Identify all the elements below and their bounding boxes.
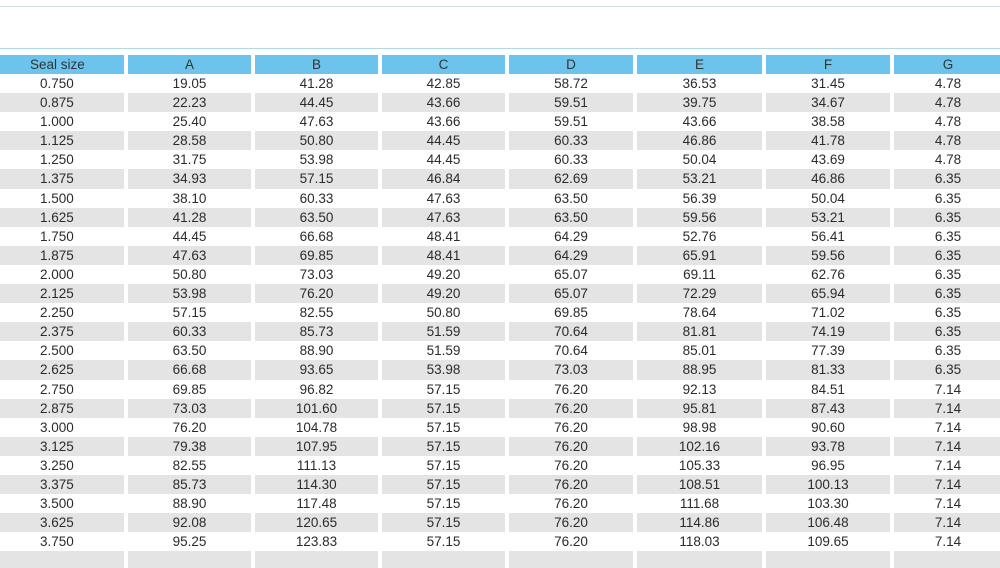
- dimension-cell: 6.35: [894, 208, 1000, 227]
- dimension-cell: 108.51: [637, 475, 762, 494]
- dimension-cell: 53.21: [637, 169, 762, 188]
- dimension-cell: 19.05: [172, 76, 207, 91]
- table-row: [0, 380, 1000, 399]
- dimension-cell: 4.78: [934, 76, 962, 91]
- header-d: D: [509, 55, 633, 74]
- dimension-cell: 50.04: [811, 190, 845, 206]
- dimension-cell: 73.03: [299, 266, 334, 282]
- dimension-cell: 76.20: [509, 513, 633, 532]
- table-row: [0, 494, 1000, 513]
- seal-size-cell: 2.250: [40, 305, 74, 321]
- dimension-cell: 7.14: [894, 475, 1000, 494]
- dimension-cell: 25.40: [172, 114, 207, 130]
- dimension-cell: 60.33: [509, 131, 633, 150]
- dimension-cell: 4.78: [894, 93, 1000, 112]
- dimension-cell: 77.39: [811, 343, 845, 359]
- table-row-empty: [0, 551, 1000, 568]
- dimension-cell: 59.56: [637, 208, 762, 227]
- table-row: [0, 112, 1000, 131]
- dimension-cell: 4.78: [934, 152, 962, 168]
- seal-size-cell: 0.875: [0, 93, 124, 112]
- dimension-cell: 44.45: [255, 93, 378, 112]
- dimension-cell: 4.78: [894, 131, 1000, 150]
- dimension-cell: 63.50: [255, 208, 378, 227]
- dimension-cell: 28.58: [128, 131, 251, 150]
- table-row: [0, 532, 1000, 551]
- table-row: [0, 437, 1000, 456]
- table-cell: [637, 551, 762, 568]
- dimension-cell: 63.50: [172, 343, 207, 359]
- seal-size-cell: 3.500: [40, 496, 74, 512]
- seal-size-cell: 1.125: [0, 131, 124, 150]
- seal-size-cell: 3.125: [0, 437, 124, 456]
- table-cell: [894, 551, 1000, 568]
- table-cell: [766, 551, 890, 568]
- dimension-cell: 44.45: [382, 131, 505, 150]
- table-row: [0, 169, 1000, 188]
- seal-size-cell: 1.375: [0, 169, 124, 188]
- dimension-cell: 96.82: [299, 381, 334, 397]
- dimension-cell: 57.15: [426, 419, 461, 435]
- seal-size-cell: 1.625: [0, 208, 124, 227]
- dimension-cell: 6.35: [894, 246, 1000, 265]
- table-cell: [509, 551, 633, 568]
- header-a: A: [128, 55, 251, 74]
- dimension-cell: 101.60: [255, 399, 378, 418]
- dimension-cell: 88.90: [172, 496, 207, 512]
- dimension-cell: 103.30: [807, 496, 849, 512]
- table-row: [0, 475, 1000, 494]
- dimension-cell: 31.75: [172, 152, 207, 168]
- dimension-cell: 7.14: [894, 513, 1000, 532]
- dimension-cell: 59.51: [509, 93, 633, 112]
- seal-size-cell: 2.875: [0, 399, 124, 418]
- dimension-cell: 46.84: [382, 169, 505, 188]
- dimension-cell: 56.39: [682, 190, 717, 206]
- seal-size-cell: 3.625: [0, 513, 124, 532]
- seal-size-cell: 2.125: [0, 284, 124, 303]
- table-row: [0, 150, 1000, 169]
- dimension-cell: 50.04: [682, 152, 717, 168]
- dimension-cell: 76.20: [554, 496, 588, 512]
- dimension-cell: 105.33: [678, 457, 721, 473]
- dimension-cell: 95.25: [172, 534, 207, 550]
- dimension-cell: 6.35: [934, 228, 962, 244]
- dimension-cell: 88.95: [637, 360, 762, 379]
- dimension-cell: 64.29: [509, 246, 633, 265]
- table-row: [0, 131, 1000, 150]
- dimension-cell: 69.85: [172, 381, 207, 397]
- table-row: [0, 227, 1000, 246]
- dimension-cell: 76.20: [509, 399, 633, 418]
- dimension-cell: 38.58: [811, 114, 845, 130]
- dimension-cell: 98.98: [682, 419, 717, 435]
- dimension-cell: 44.45: [426, 152, 461, 168]
- dimension-cell: 7.14: [934, 381, 962, 397]
- table-row: [0, 513, 1000, 532]
- dimension-cell: 69.85: [255, 246, 378, 265]
- table-row: [0, 74, 1000, 93]
- dimension-cell: 43.69: [811, 152, 845, 168]
- dimension-cell: 62.69: [509, 169, 633, 188]
- dimension-cell: 85.73: [128, 475, 251, 494]
- dimension-cell: 71.02: [811, 305, 845, 321]
- dimension-cell: 47.63: [382, 208, 505, 227]
- dimension-cell: 53.98: [299, 152, 334, 168]
- dimension-cell: 47.63: [128, 246, 251, 265]
- dimension-cell: 47.63: [299, 114, 334, 130]
- dimension-cell: 76.20: [554, 534, 588, 550]
- dimension-cell: 57.15: [426, 534, 461, 550]
- dimension-cell: 104.78: [295, 419, 338, 435]
- header-c: C: [382, 55, 505, 74]
- dimension-cell: 53.98: [382, 360, 505, 379]
- dimension-cell: 42.85: [426, 76, 461, 91]
- header-f: F: [766, 55, 890, 74]
- dimension-cell: 74.19: [766, 322, 890, 341]
- dimension-cell: 59.56: [766, 246, 890, 265]
- dimension-cell: 47.63: [426, 190, 461, 206]
- dimension-cell: 65.94: [766, 284, 890, 303]
- dimension-cell: 56.41: [811, 228, 845, 244]
- dimension-cell: 6.35: [934, 305, 962, 321]
- header-seal-size: Seal size: [0, 55, 124, 74]
- dimension-cell: 51.59: [382, 322, 505, 341]
- table-row: [0, 456, 1000, 475]
- dimension-cell: 106.48: [766, 513, 890, 532]
- dimension-cell: 62.76: [811, 266, 845, 282]
- table-row: [0, 246, 1000, 265]
- dimension-cell: 48.41: [382, 246, 505, 265]
- dimension-cell: 85.01: [682, 343, 717, 359]
- dimension-cell: 120.65: [255, 513, 378, 532]
- dimension-cell: 100.13: [766, 475, 890, 494]
- dimension-cell: 102.16: [637, 437, 762, 456]
- table-row: [0, 341, 1000, 360]
- dimension-cell: 57.15: [382, 475, 505, 494]
- dimension-cell: 88.90: [299, 343, 334, 359]
- dimension-cell: 93.78: [766, 437, 890, 456]
- table-row: [0, 322, 1000, 341]
- header-b: B: [255, 55, 378, 74]
- dimension-cell: 57.15: [426, 381, 461, 397]
- seal-size-cell: 2.500: [40, 343, 74, 359]
- dimension-cell: 76.20: [509, 475, 633, 494]
- dimension-cell: 95.81: [637, 399, 762, 418]
- seal-size-cell: 1.250: [40, 152, 74, 168]
- seal-size-cell: 2.000: [40, 266, 74, 282]
- dimension-cell: 114.30: [255, 475, 378, 494]
- seal-size-cell: 0.750: [40, 76, 74, 91]
- dimension-cell: 70.64: [554, 343, 588, 359]
- seal-size-cell: 3.250: [40, 457, 74, 473]
- dimension-cell: 50.80: [426, 305, 461, 321]
- dimension-cell: 92.08: [128, 513, 251, 532]
- dimension-cell: 51.59: [426, 343, 461, 359]
- dimension-cell: 7.14: [934, 419, 962, 435]
- seal-size-cell: 3.750: [40, 534, 74, 550]
- dimension-cell: 90.60: [811, 419, 845, 435]
- dimension-cell: 38.10: [172, 190, 207, 206]
- dimension-cell: 76.20: [554, 457, 588, 473]
- seal-size-cell: 1.875: [0, 246, 124, 265]
- table-row: [0, 93, 1000, 112]
- dimension-cell: 123.83: [295, 534, 338, 550]
- dimension-cell: 65.07: [509, 284, 633, 303]
- header-g: G: [894, 55, 1000, 74]
- dimension-cell: 41.78: [766, 131, 890, 150]
- dimension-cell: 57.15: [382, 513, 505, 532]
- table-row: [0, 303, 1000, 322]
- dimension-cell: 111.13: [296, 457, 337, 473]
- dimension-cell: 57.15: [426, 496, 461, 512]
- seal-size-cell: 2.375: [0, 322, 124, 341]
- dimension-cell: 114.86: [637, 513, 762, 532]
- dimension-cell: 93.65: [255, 360, 378, 379]
- dimension-cell: 78.64: [682, 305, 717, 321]
- table-row: [0, 208, 1000, 227]
- dimension-cell: 4.78: [934, 114, 962, 130]
- dimension-cell: 49.20: [382, 284, 505, 303]
- table-header-row: [0, 55, 1000, 74]
- seal-size-cell: 1.750: [40, 228, 74, 244]
- table-cell: [0, 551, 124, 568]
- dimension-cell: 6.35: [934, 343, 962, 359]
- dimension-cell: 76.20: [554, 419, 588, 435]
- dimension-cell: 44.45: [172, 228, 207, 244]
- dimension-cell: 50.80: [255, 131, 378, 150]
- dimension-cell: 60.33: [299, 190, 334, 206]
- dimension-cell: 49.20: [426, 266, 461, 282]
- dimension-cell: 66.68: [128, 360, 251, 379]
- dimension-cell: 84.51: [811, 381, 845, 397]
- dimension-cell: 6.35: [894, 322, 1000, 341]
- dimension-cell: 41.28: [128, 208, 251, 227]
- table-row: [0, 284, 1000, 303]
- dimension-cell: 79.38: [128, 437, 251, 456]
- dimension-cell: 36.53: [682, 76, 717, 91]
- seal-dimensions-table: [0, 55, 1000, 568]
- dimension-cell: 73.03: [509, 360, 633, 379]
- dimension-cell: 57.15: [255, 169, 378, 188]
- dimension-cell: 66.68: [299, 228, 334, 244]
- table-row: [0, 265, 1000, 284]
- dimension-cell: 7.14: [894, 437, 1000, 456]
- dimension-cell: 92.13: [682, 381, 717, 397]
- dimension-cell: 117.48: [296, 496, 337, 512]
- dimension-cell: 81.33: [766, 360, 890, 379]
- top-divider: [0, 6, 1000, 7]
- dimension-cell: 57.15: [382, 437, 505, 456]
- dimension-cell: 81.81: [637, 322, 762, 341]
- dimension-cell: 73.03: [128, 399, 251, 418]
- dimension-cell: 43.66: [682, 114, 717, 130]
- dimension-cell: 63.50: [509, 208, 633, 227]
- section-divider: [0, 48, 1000, 49]
- dimension-cell: 76.20: [255, 284, 378, 303]
- table-body: [0, 74, 1000, 551]
- table-cell: [128, 551, 251, 568]
- dimension-cell: 34.67: [766, 93, 890, 112]
- dimension-cell: 57.15: [426, 457, 461, 473]
- dimension-cell: 7.14: [934, 496, 962, 512]
- dimension-cell: 109.65: [807, 534, 849, 550]
- seal-size-cell: 3.000: [40, 419, 74, 435]
- dimension-cell: 96.95: [811, 457, 845, 473]
- dimension-cell: 57.15: [382, 399, 505, 418]
- seal-size-cell: 2.750: [40, 381, 74, 397]
- table-row: [0, 399, 1000, 418]
- dimension-cell: 70.64: [509, 322, 633, 341]
- dimension-cell: 76.20: [554, 381, 588, 397]
- dimension-cell: 76.20: [509, 437, 633, 456]
- dimension-cell: 39.75: [637, 93, 762, 112]
- table-cell: [255, 551, 378, 568]
- dimension-cell: 107.95: [255, 437, 378, 456]
- dimension-cell: 46.86: [637, 131, 762, 150]
- dimension-cell: 6.35: [934, 266, 962, 282]
- dimension-cell: 53.98: [128, 284, 251, 303]
- dimension-cell: 64.29: [554, 228, 588, 244]
- dimension-cell: 76.20: [172, 419, 207, 435]
- dimension-cell: 6.35: [894, 360, 1000, 379]
- table-row: [0, 360, 1000, 379]
- dimension-cell: 59.51: [554, 114, 588, 130]
- header-e: E: [637, 55, 762, 74]
- dimension-cell: 85.73: [255, 322, 378, 341]
- dimension-cell: 46.86: [766, 169, 890, 188]
- dimension-cell: 43.66: [426, 114, 461, 130]
- dimension-cell: 6.35: [894, 169, 1000, 188]
- seal-size-cell: 1.000: [40, 114, 74, 130]
- table-cell: [382, 551, 505, 568]
- dimension-cell: 41.28: [299, 76, 334, 91]
- dimension-cell: 7.14: [934, 457, 962, 473]
- dimension-cell: 60.33: [554, 152, 588, 168]
- dimension-cell: 69.85: [554, 305, 588, 321]
- dimension-cell: 87.43: [766, 399, 890, 418]
- dimension-cell: 7.14: [934, 534, 962, 550]
- dimension-cell: 72.29: [637, 284, 762, 303]
- dimension-cell: 34.93: [128, 169, 251, 188]
- dimension-cell: 65.91: [637, 246, 762, 265]
- dimension-cell: 63.50: [554, 190, 588, 206]
- dimension-cell: 31.45: [811, 76, 845, 91]
- dimension-cell: 6.35: [934, 190, 962, 206]
- dimension-cell: 82.55: [172, 457, 207, 473]
- seal-size-cell: 2.625: [0, 360, 124, 379]
- dimension-cell: 43.66: [382, 93, 505, 112]
- table-row: [0, 189, 1000, 208]
- dimension-cell: 53.21: [766, 208, 890, 227]
- dimension-cell: 48.41: [426, 228, 461, 244]
- dimension-cell: 50.80: [172, 266, 207, 282]
- dimension-cell: 60.33: [128, 322, 251, 341]
- dimension-cell: 57.15: [172, 305, 207, 321]
- dimension-cell: 7.14: [894, 399, 1000, 418]
- dimension-cell: 22.23: [128, 93, 251, 112]
- table-row: [0, 418, 1000, 437]
- dimension-cell: 6.35: [894, 284, 1000, 303]
- seal-size-cell: 3.375: [0, 475, 124, 494]
- dimension-cell: 65.07: [554, 266, 588, 282]
- dimension-cell: 52.76: [682, 228, 717, 244]
- dimension-cell: 111.68: [679, 496, 720, 512]
- dimension-cell: 69.11: [683, 266, 716, 282]
- dimension-cell: 118.03: [679, 534, 720, 550]
- dimension-cell: 82.55: [299, 305, 334, 321]
- seal-size-cell: 1.500: [40, 190, 74, 206]
- dimension-cell: 58.72: [554, 76, 588, 91]
